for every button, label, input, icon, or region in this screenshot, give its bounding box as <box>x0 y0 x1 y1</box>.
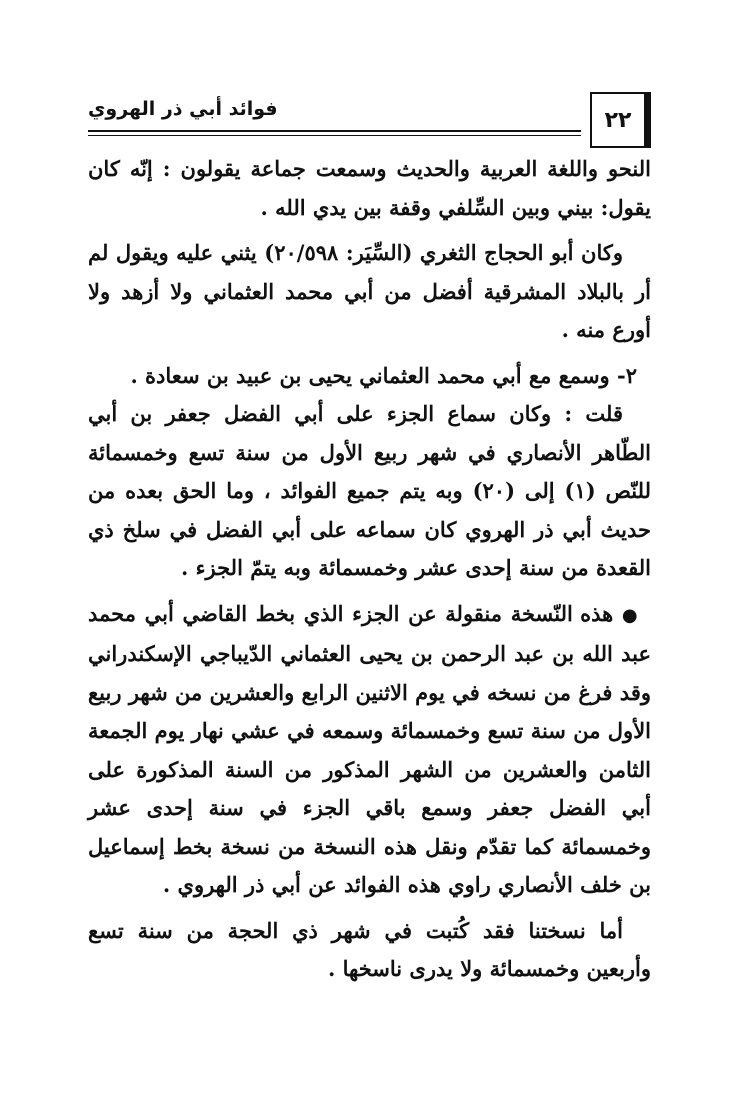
paragraph: النحو واللغة العربية والحديث وسمعت جماعة يقولون : إنّه كان يقول: بيني وبين السِّلفي وقفة بين يدي الله . <box>88 156 651 220</box>
page-number: ٢٢ <box>590 92 651 148</box>
running-title: فوائد أبي ذر الهروي <box>88 98 278 120</box>
paragraph: هذه النّسخة منقولة عن الجزء الذي بخط القاضي أبي محمد عبد الله بن عبد الرحمن بن يحيى العثماني الدّيباجي الإسكندراني وقد فرغ من نسخه في يوم الاثنين الرابع والعشرين من شهر ربيع الأول من سنة تسع وخمسمائة وسمعه في عشي نهار يوم الجمعة الثامن والعشرين من الشهر المذكور من السنة المذكورة على أبي الفضل جعفر وسمع باقي الجزء في سنة إحدى عشر وخمسمائة كما تقدّم ونقل هذه النسخة من نسخة بخط إسماعيل بن خلف الأنصاري راوي هذه الفوائد عن أبي ذر الهروي . <box>88 600 651 897</box>
body-text <box>88 150 651 989</box>
paragraph: قلت : وكان سماع الجزء على أبي الفضل جعفر بن أبي الطّاهر الأنصاري في شهر ربيع الأول من سنة تسع وخمسمائة للنّص (١) إلى (٢٠) وبه يتم جميع الفوائد ، وما الحق بعده من حديث أبي ذر الهروي كان سماعه على أبي الفضل في سلخ ذي القعدة من سنة إحدى عشر وخمسمائة وبه يتمّ الجزء . <box>88 401 651 580</box>
bullet-paragraph <box>88 595 651 905</box>
paragraph: ٢- وسمع مع أبي محمد العثماني يحيى بن عبيد بن سعادة . <box>130 362 637 388</box>
bullet-icon: ● <box>621 604 639 626</box>
header-rule <box>88 130 581 136</box>
paragraph: وكان أبو الحجاج الثغري (السِّيَر: ٢٠/٥٩٨) يثني عليه ويقول لم أر بالبلاد المشرقية أفضل من أبي محمد العثماني ولا أزهد ولا أورع منه . <box>88 240 651 342</box>
paragraph: أما نسختنا فقد كُتبت في شهر ذي الحجة من سنة تسع وأربعين وخمسمائة ولا يدرى ناسخها . <box>88 917 651 981</box>
page-header <box>88 92 651 148</box>
